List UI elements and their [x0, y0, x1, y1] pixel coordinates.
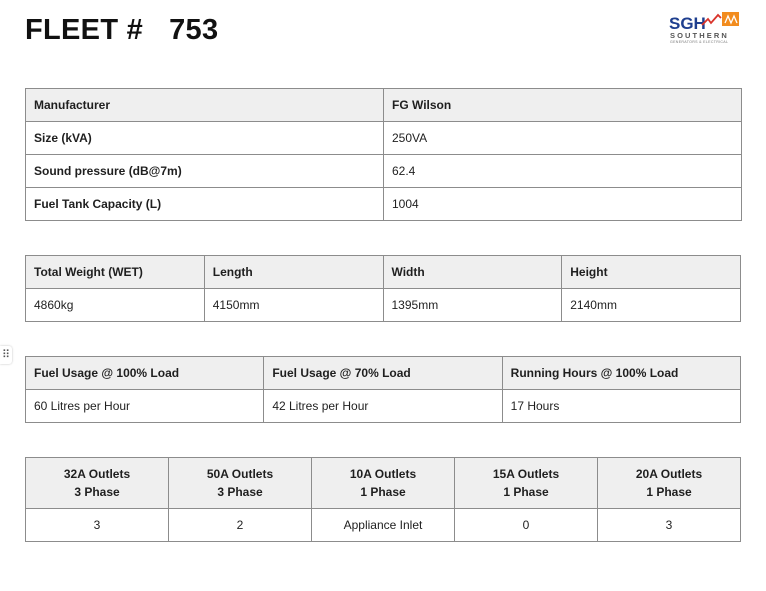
outlet-type: 32A Outlets [63, 467, 131, 481]
spec-label: Sound pressure (dB@7m) [26, 155, 384, 188]
table-header-row [26, 458, 741, 509]
outlet-phase: 3 Phase [217, 485, 263, 499]
table-row [26, 390, 741, 423]
outlet-header [312, 458, 455, 509]
dimension-value: 4860kg [26, 289, 205, 322]
dimension-header: Width [383, 256, 562, 289]
fuel-header: Fuel Usage @ 70% Load [264, 357, 502, 390]
dimensions-table [25, 255, 741, 322]
table-row [26, 122, 742, 155]
outlet-header [169, 458, 312, 509]
fleet-label: FLEET # [25, 14, 144, 46]
dimension-header: Height [562, 256, 741, 289]
fuel-table [25, 356, 741, 423]
table-header-row [26, 357, 741, 390]
logo-mark-text: SGH [669, 14, 706, 32]
fleet-number: 753 [169, 14, 219, 46]
page-title [25, 14, 218, 47]
outlet-value: 3 [598, 509, 741, 542]
fuel-header: Running Hours @ 100% Load [502, 357, 740, 390]
dimension-value: 1395mm [383, 289, 562, 322]
dimension-value: 4150mm [204, 289, 383, 322]
outlet-value: 2 [169, 509, 312, 542]
spec-label: Fuel Tank Capacity (L) [26, 188, 384, 221]
dimension-value: 2140mm [562, 289, 741, 322]
logo-subtitle: GENERATORS & ELECTRICAL [670, 40, 729, 44]
outlet-type: 10A Outlets [349, 467, 417, 481]
logo-wordmark: SOUTHERN [670, 31, 729, 40]
company-logo [668, 10, 742, 46]
outlet-phase: 1 Phase [503, 485, 549, 499]
dimension-header: Length [204, 256, 383, 289]
fuel-value: 17 Hours [502, 390, 740, 423]
outlet-header [455, 458, 598, 509]
dimension-header: Total Weight (WET) [26, 256, 205, 289]
drag-handle-icon[interactable]: ⠿ [0, 346, 12, 364]
table-header-row [26, 256, 741, 289]
outlet-type: 15A Outlets [492, 467, 560, 481]
outlet-header [598, 458, 741, 509]
outlet-type: 20A Outlets [635, 467, 703, 481]
sgh-logo-mark [668, 10, 742, 32]
fuel-header: Fuel Usage @ 100% Load [26, 357, 264, 390]
outlets-table [25, 457, 741, 542]
spec-value: FG Wilson [384, 89, 742, 122]
spec-label: Manufacturer [26, 89, 384, 122]
outlet-phase: 1 Phase [360, 485, 406, 499]
outlet-value: 3 [26, 509, 169, 542]
spec-value: 250VA [384, 122, 742, 155]
fuel-value: 60 Litres per Hour [26, 390, 264, 423]
specs-table [25, 88, 742, 221]
table-row [26, 188, 742, 221]
outlet-header [26, 458, 169, 509]
outlet-type: 50A Outlets [206, 467, 274, 481]
table-row [26, 89, 742, 122]
outlet-phase: 1 Phase [646, 485, 692, 499]
spec-value: 1004 [384, 188, 742, 221]
spec-value: 62.4 [384, 155, 742, 188]
outlet-value: Appliance Inlet [312, 509, 455, 542]
fuel-value: 42 Litres per Hour [264, 390, 502, 423]
outlet-phase: 3 Phase [74, 485, 120, 499]
table-row [26, 289, 741, 322]
spec-label: Size (kVA) [26, 122, 384, 155]
table-row [26, 509, 741, 542]
outlet-value: 0 [455, 509, 598, 542]
table-row [26, 155, 742, 188]
